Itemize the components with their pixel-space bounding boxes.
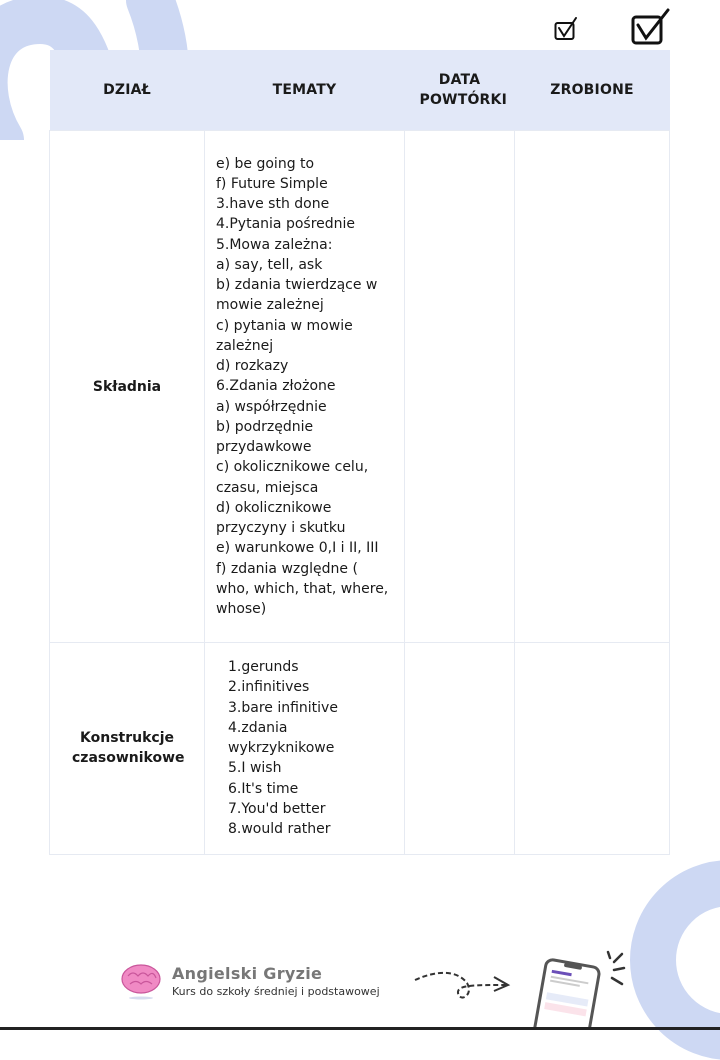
topic-item [228, 677, 394, 697]
review-date-cell[interactable] [405, 131, 515, 643]
column-header-dzial: DZIAŁ [50, 50, 205, 131]
topic-item: 3.have sth done [216, 196, 330, 213]
topic-number: 6. [228, 780, 242, 797]
brain-icon [120, 962, 162, 1000]
topic-item: d) okolicznikowe przyczyny i skutku [216, 499, 346, 537]
brand-logo [120, 962, 380, 1000]
topic-number: 2. [228, 679, 242, 696]
topic-item: b) podrzędnie przydawkowe [216, 418, 314, 456]
topic-item: e) warunkowe 0,I i II, III [216, 540, 379, 557]
topic-item: a) współrzędnie [216, 398, 327, 415]
done-cell[interactable] [515, 643, 670, 855]
topic-item [228, 718, 394, 759]
topic-item: 4.Pytania pośrednie [216, 216, 356, 233]
topic-item: f) zdania względne ( who, which, that, where, whose) [216, 560, 389, 618]
section-name: Składnia [50, 131, 205, 643]
topic-number: 8. [228, 821, 242, 838]
checkbox-checked-icon [630, 8, 672, 46]
section-name: Konstrukcje czasownikowe [50, 643, 205, 855]
brand-title: Angielski Gryzie [172, 964, 323, 983]
topic-list [216, 657, 394, 840]
topic-text: would rather [241, 821, 331, 838]
table-header-row [50, 50, 670, 131]
topic-item: a) say, tell, ask [216, 256, 323, 273]
topic-text: It's time [241, 780, 299, 797]
topic-text: bare infinitive [241, 699, 338, 716]
topics-cell [205, 643, 405, 855]
column-header-data-powtorki: DATA POWTÓRKI [405, 50, 515, 131]
topic-item [228, 698, 394, 718]
topic-text: You'd better [241, 801, 326, 818]
topic-list [216, 154, 394, 620]
topic-item [228, 819, 394, 839]
topic-text: infinitives [241, 679, 310, 696]
done-cell[interactable] [515, 131, 670, 643]
topic-item: 6.Zdania złożone [216, 378, 336, 395]
topic-number: 5. [228, 760, 242, 777]
topic-item [228, 758, 394, 778]
topic-item [228, 799, 394, 819]
topic-item [228, 779, 394, 799]
topic-text: I wish [241, 760, 282, 777]
topic-item: d) rozkazy [216, 358, 289, 375]
dashed-arrow-icon [412, 965, 512, 1005]
column-header-tematy: TEMATY [205, 50, 405, 131]
phone-illustration-icon [522, 950, 632, 1030]
topic-item: 5.Mowa zależna: [216, 236, 333, 253]
table-row [50, 643, 670, 855]
review-date-cell[interactable] [405, 643, 515, 855]
topic-item: c) okolicznikowe celu, czasu, miejsca [216, 459, 369, 496]
topic-item: e) be going to [216, 155, 315, 172]
brand-subtitle: Kurs do szkoły średniej i podstawowej [172, 985, 380, 998]
topic-item: f) Future Simple [216, 175, 328, 192]
topic-number: 1. [228, 659, 242, 675]
topic-number: 4. [228, 719, 242, 736]
table-row [50, 131, 670, 643]
topic-item: b) zdania twierdzące w mowie zależnej [216, 277, 378, 314]
study-plan-table [49, 50, 670, 855]
topics-cell [205, 131, 405, 643]
topic-number: 3. [228, 699, 242, 716]
topic-number: 7. [228, 801, 242, 818]
topic-item: c) pytania w mowie zależnej [216, 317, 353, 354]
topic-text: gerunds [241, 659, 299, 675]
topic-item [228, 657, 394, 677]
column-header-zrobione: ZROBIONE [515, 50, 670, 131]
topic-text: zdania wykrzyknikowe [228, 719, 335, 757]
decorative-ring [630, 860, 720, 1060]
checkbox-checked-icon [554, 15, 578, 41]
